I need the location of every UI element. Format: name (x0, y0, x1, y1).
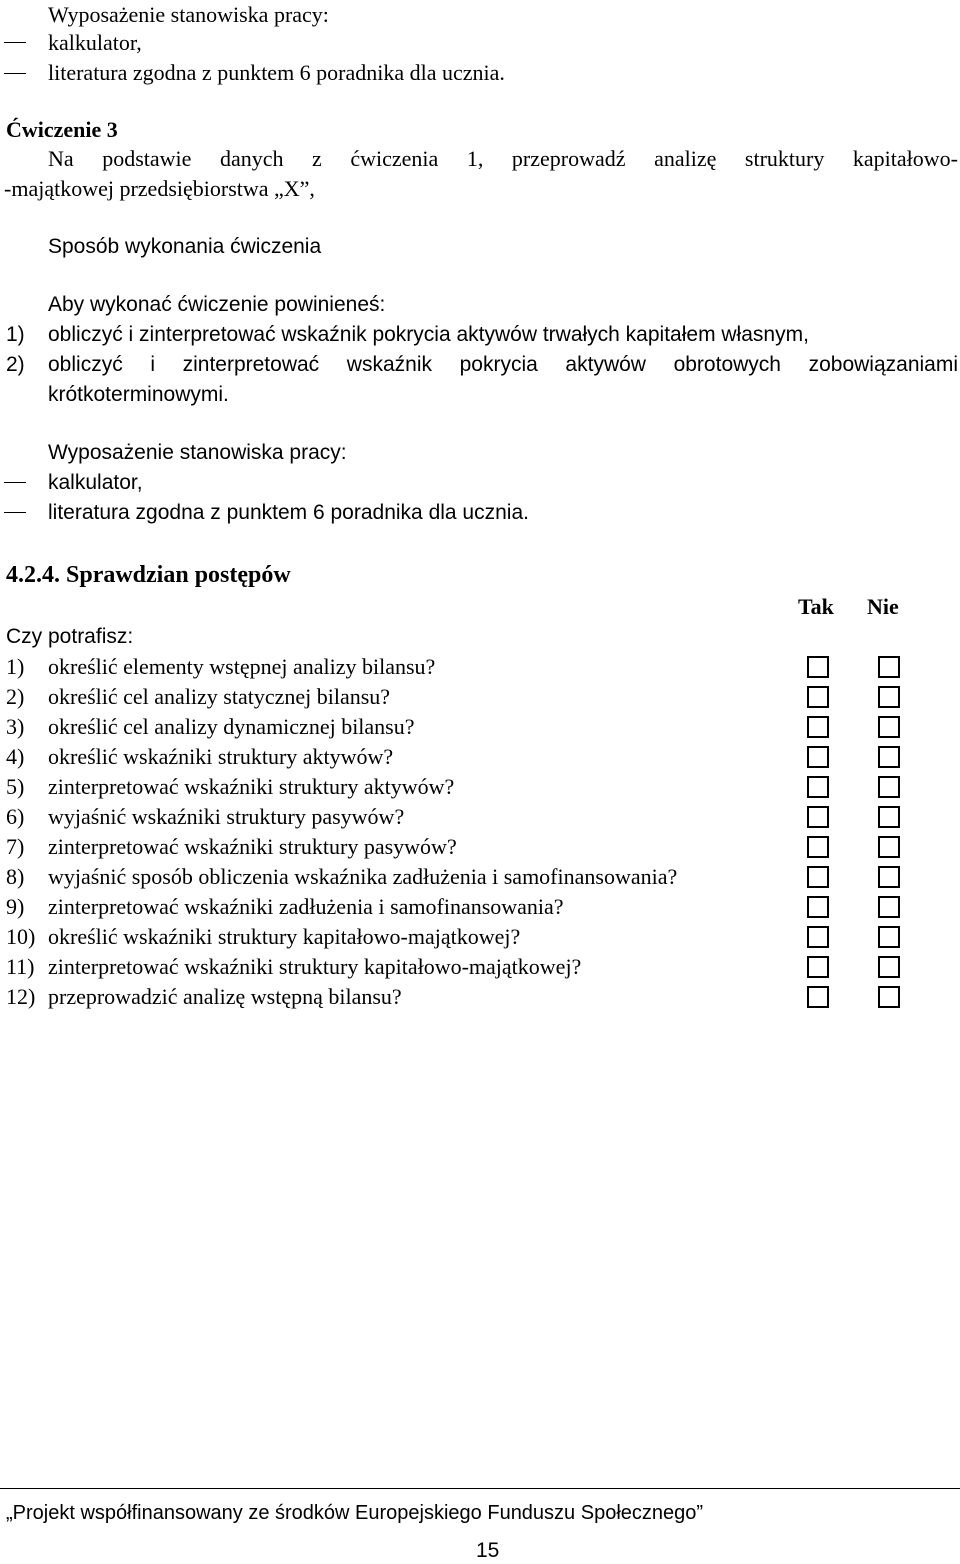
checkbox-no[interactable] (878, 926, 900, 948)
checklist-item-text: zinterpretować wskaźniki zadłużenia i samofinansowania? (48, 894, 564, 919)
exercise-description-line: -majątkowej przedsiębiorstwa „X”, (4, 176, 315, 201)
checkbox-yes[interactable] (807, 926, 829, 948)
checkbox-yes[interactable] (807, 686, 829, 708)
exercise-description-line: Na podstawie danych z ćwiczenia 1, przeprowadź analizę struktury kapitałowo- (48, 146, 958, 171)
checklist-item-number: 7) (6, 834, 25, 859)
checkbox-no[interactable] (878, 686, 900, 708)
checklist-item-number: 4) (6, 744, 25, 769)
exercise-title: Ćwiczenie 3 (6, 117, 118, 142)
method-heading: Sposób wykonania ćwiczenia (48, 235, 322, 258)
checklist-item-text: wyjaśnić wskaźniki struktury pasywów? (48, 804, 405, 829)
checkbox-no[interactable] (878, 656, 900, 678)
step-text-continuation: krótkoterminowymi. (48, 383, 229, 406)
checkbox-no[interactable] (878, 836, 900, 858)
checklist-item-text: określić elementy wstępnej analizy bilansu? (48, 654, 436, 679)
page-number: 15 (476, 1539, 500, 1562)
step-text: obliczyć i zinterpretować wskaźnik pokrycia aktywów trwałych kapitałem własnym, (48, 323, 809, 346)
checklist-item-number: 12) (6, 984, 36, 1009)
checklist-item-number: 9) (6, 894, 25, 919)
checkbox-yes[interactable] (807, 956, 829, 978)
checkbox-no[interactable] (878, 986, 900, 1008)
checklist-item-number: 1) (6, 654, 25, 679)
checkbox-no[interactable] (878, 866, 900, 888)
equipment-item: kalkulator, (48, 471, 143, 494)
checklist-item-text: zinterpretować wskaźniki struktury pasywów? (48, 834, 457, 859)
question-heading: Czy potrafisz: (6, 625, 134, 648)
footer-text: „Projekt współfinansowany ze środków Europejskiego Funduszu Społecznego” (6, 1502, 704, 1524)
checklist-item-text: określić cel analizy statycznej bilansu? (48, 684, 391, 709)
checklist-item-text: określić cel analizy dynamicznej bilansu? (48, 714, 415, 739)
checklist-item-number: 11) (6, 954, 35, 979)
checkbox-yes[interactable] (807, 896, 829, 918)
step-number: 1) (6, 323, 25, 346)
checkbox-yes[interactable] (807, 836, 829, 858)
checklist-item-text: zinterpretować wskaźniki struktury kapitałowo-majątkowej? (48, 954, 582, 979)
section-title: 4.2.4. Sprawdzian postępów (6, 562, 291, 588)
step-number: 2) (6, 353, 25, 376)
equipment-heading: Wyposażenie stanowiska pracy: (48, 2, 329, 27)
checkbox-no[interactable] (878, 896, 900, 918)
column-header-no: Nie (867, 594, 899, 619)
checklist-item-number: 10) (6, 924, 36, 949)
equipment-item: kalkulator, (48, 30, 142, 55)
checkbox-no[interactable] (878, 716, 900, 738)
checklist-item-text: wyjaśnić sposób obliczenia wskaźnika zadłużenia i samofinansowania? (48, 864, 678, 889)
checkbox-no[interactable] (878, 806, 900, 828)
checkbox-yes[interactable] (807, 806, 829, 828)
list-dash (4, 512, 26, 513)
equipment-item: literatura zgodna z punktem 6 poradnika dla ucznia. (48, 501, 529, 524)
step-text: obliczyć i zinterpretować wskaźnik pokrycia aktywów obrotowych zobowiązaniami (48, 353, 958, 376)
checklist-item-number: 6) (6, 804, 25, 829)
method-intro: Aby wykonać ćwiczenie powinieneś: (48, 293, 386, 316)
checklist-item-number: 3) (6, 714, 25, 739)
list-dash (4, 482, 26, 483)
checklist-item-number: 8) (6, 864, 25, 889)
checkbox-yes[interactable] (807, 776, 829, 798)
checkbox-no[interactable] (878, 776, 900, 798)
checkbox-no[interactable] (878, 746, 900, 768)
checkbox-yes[interactable] (807, 866, 829, 888)
checklist-item-text: określić wskaźniki struktury kapitałowo-majątkowej? (48, 924, 521, 949)
checkbox-yes[interactable] (807, 986, 829, 1008)
checklist-item-number: 2) (6, 684, 25, 709)
checklist-item-number: 5) (6, 774, 25, 799)
checkbox-yes[interactable] (807, 656, 829, 678)
checklist-item-text: zinterpretować wskaźniki struktury aktywów? (48, 774, 455, 799)
column-header-yes: Tak (798, 594, 834, 619)
checklist-item-text: przeprowadzić analizę wstępną bilansu? (48, 984, 402, 1009)
checkbox-yes[interactable] (807, 746, 829, 768)
list-dash (4, 73, 26, 74)
equipment-heading: Wyposażenie stanowiska pracy: (48, 441, 347, 464)
checkbox-no[interactable] (878, 956, 900, 978)
footer-rule (0, 1488, 960, 1489)
list-dash (4, 42, 26, 43)
equipment-item: literatura zgodna z punktem 6 poradnika dla ucznia. (48, 60, 505, 85)
checklist-item-text: określić wskaźniki struktury aktywów? (48, 744, 394, 769)
checkbox-yes[interactable] (807, 716, 829, 738)
